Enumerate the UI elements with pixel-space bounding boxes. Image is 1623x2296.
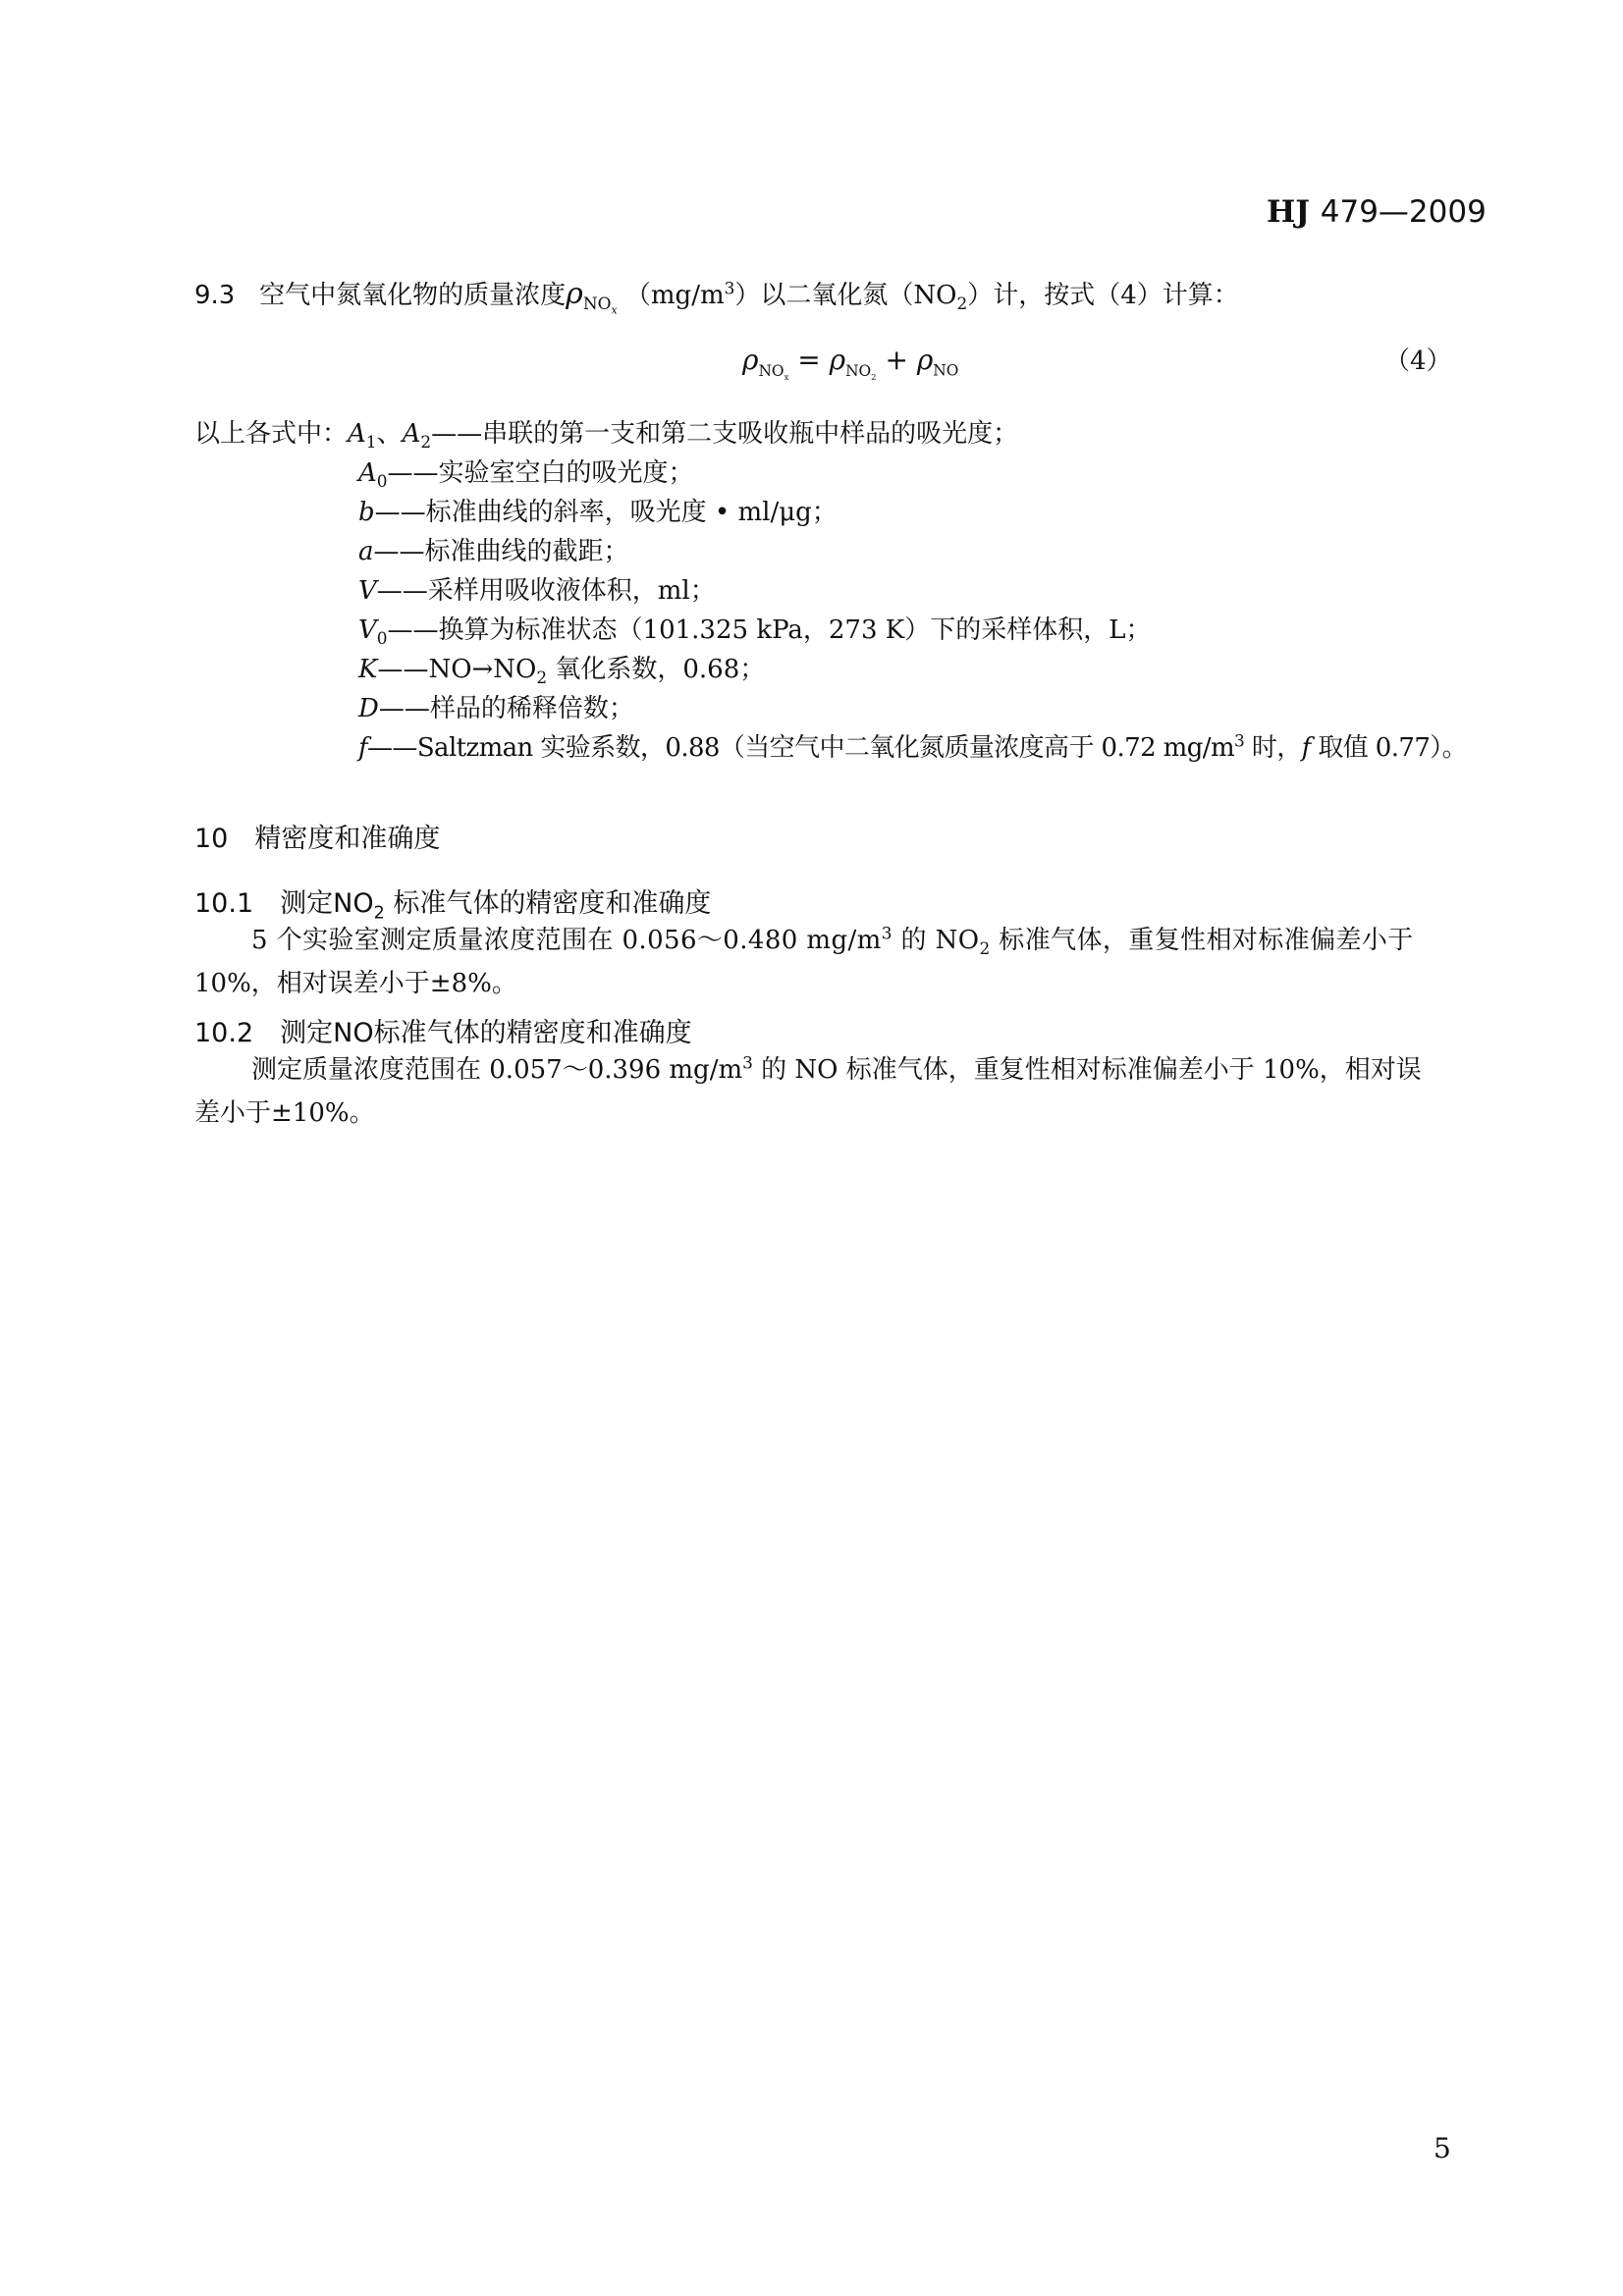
legend-d-line	[358, 691, 634, 726]
symbol-v0: V	[358, 615, 377, 645]
symbol-f: f	[358, 733, 368, 763]
legend-k-sub: 2	[536, 667, 548, 688]
legend-a0-desc: ——实验室空白的吸光度；	[387, 458, 694, 488]
section-10-1-title	[194, 881, 712, 924]
section-10-2-title: 10.2 测定NO标准气体的精密度和准确度	[194, 1018, 692, 1048]
section-10-1-para-line2: 10%，相对误差小于±8%。	[194, 969, 517, 998]
symbol-a: a	[358, 537, 374, 566]
legend-f-desc-2: 时，	[1244, 733, 1302, 763]
para-10-1-a: 5 个实验室测定质量浓度范围在 0.056～0.480 mg/m	[251, 926, 882, 955]
symbol-a0-sub: 0	[376, 471, 388, 492]
para-10-1-c: 标准气体，重复性相对标准偏差小于	[990, 926, 1414, 955]
legend-a-desc: ——标准曲线的截距；	[373, 537, 629, 566]
legend-f-desc-3: 取值 0.77）。	[1310, 733, 1468, 763]
symbol-f-2: f	[1301, 733, 1311, 763]
section-number: 9.3	[194, 281, 236, 310]
section-10-1-para-line1	[251, 923, 1414, 958]
formula-rho-2: ρ	[829, 344, 846, 376]
section-10-1-title-sub: 2	[373, 903, 385, 924]
legend-b-line	[358, 495, 838, 530]
legend-v0-desc: ——换算为标准状态（101.325 kPa，273 K）下的采样体积，L；	[387, 615, 1152, 645]
legend-k-line	[358, 652, 765, 687]
legend-k-desc: ——NO→NO	[377, 655, 537, 684]
formula-plus: +	[876, 344, 917, 376]
formula-sub-2: 2	[871, 371, 877, 382]
page-number: 5	[1434, 2132, 1451, 2164]
legend-a12-desc: ——串联的第一支和第二支吸收瓶中样品的吸光度；	[431, 419, 1019, 449]
legend-intro: 以上各式中：	[194, 419, 349, 449]
formula-rho-3: ρ	[916, 344, 934, 376]
symbol-v: V	[358, 576, 377, 606]
document-header	[1267, 194, 1487, 230]
formula-sub-no2: NO	[845, 361, 872, 380]
legend-a-line	[358, 534, 629, 569]
section-text-pre: 空气中氮氧化物的质量浓度	[259, 281, 567, 310]
formula-4	[742, 344, 959, 382]
section-text-post: ）计，按式（4）计算：	[967, 281, 1239, 310]
para-10-2-sup: 3	[742, 1052, 753, 1073]
symbol-k: K	[358, 655, 378, 684]
unit-open: （mg/m	[624, 281, 725, 310]
doc-number: 479—2009	[1320, 194, 1487, 230]
formula-equals: =	[788, 344, 830, 376]
formula-sub-no: NO	[758, 361, 784, 380]
symbol-d: D	[358, 694, 379, 723]
para-10-2-a: 测定质量浓度范围在 0.057～0.396 mg/m	[251, 1055, 743, 1085]
legend-sep: 、	[376, 419, 403, 449]
para-10-2-b: 的 NO 标准气体，重复性相对标准偏差小于 10%，相对误	[752, 1055, 1422, 1085]
section-10-1-title-pre: 10.1 测定NO	[194, 888, 374, 919]
symbol-a0: A	[358, 458, 377, 488]
section-10-1-title-post: 标准气体的精密度和准确度	[384, 888, 712, 919]
superscript-3: 3	[724, 278, 735, 298]
symbol-a2-sub: 2	[420, 432, 432, 453]
rho-symbol: ρ	[566, 277, 583, 311]
legend-v-desc: ——采样用吸收液体积，ml；	[376, 576, 716, 606]
section-text-mid: ）以二氧化氮（NO	[734, 281, 957, 310]
legend-f-sup: 3	[1234, 730, 1245, 751]
legend-a0-line	[358, 455, 694, 491]
section-10-2-para-line2: 差小于±10%。	[194, 1098, 375, 1128]
symbol-b: b	[358, 498, 375, 527]
subscript-x: x	[611, 303, 618, 317]
para-10-1-b: 的 NO	[892, 926, 980, 955]
formula-sub-no-3: NO	[933, 361, 959, 380]
legend-d-desc: ——样品的稀释倍数；	[378, 694, 634, 723]
formula-sub-x: x	[784, 371, 789, 382]
legend-f-desc: ——Saltzman 实验系数，0.88（当空气中二氧化氮质量浓度高于 0.72 mg/m	[367, 733, 1234, 763]
legend-v0-line	[358, 613, 1151, 648]
section-10-2-para-line1	[251, 1052, 1422, 1088]
para-10-1-sup: 3	[881, 923, 893, 943]
legend-v-line	[358, 573, 716, 609]
symbol-a2: A	[402, 419, 421, 449]
symbol-v0-sub: 0	[376, 628, 388, 649]
doc-code: HJ	[1267, 194, 1310, 230]
subscript-no: NO	[582, 294, 612, 314]
legend-intro-line	[194, 416, 1018, 452]
symbol-a1: A	[348, 419, 366, 449]
para-10-1-sub: 2	[979, 938, 991, 959]
subscript-2: 2	[956, 294, 968, 314]
formula-rho: ρ	[742, 344, 759, 376]
legend-b-desc: ——标准曲线的斜率，吸光度 • ml/μg；	[374, 498, 838, 527]
legend-k-desc-2: 氧化系数，0.68；	[547, 655, 766, 684]
legend-f-line	[358, 730, 1467, 766]
symbol-a1-sub: 1	[365, 432, 377, 453]
section-9-3-line	[194, 277, 1239, 317]
formula-number: （4）	[1384, 347, 1452, 376]
section-10-title: 10 精密度和准确度	[194, 824, 441, 854]
